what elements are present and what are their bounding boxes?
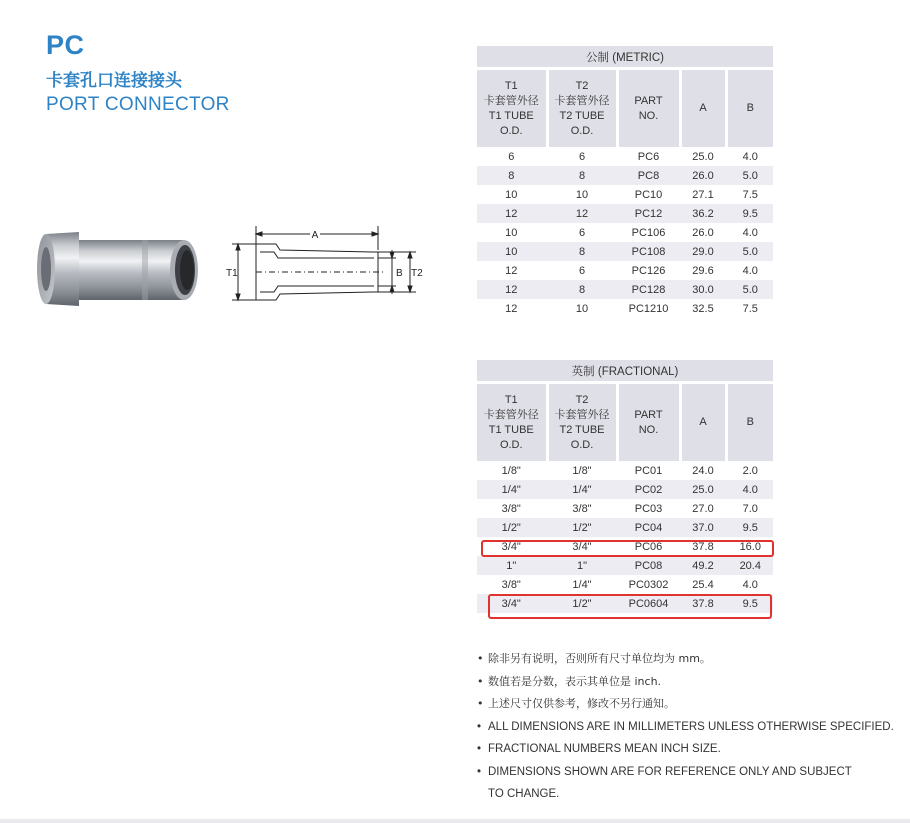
cell-a: 27.1 bbox=[692, 188, 714, 201]
cell-t1: 10 bbox=[505, 188, 518, 201]
cell-t1: 10 bbox=[505, 226, 518, 239]
cell-part: PC108 bbox=[617, 242, 680, 261]
cell-t1: 12 bbox=[505, 264, 518, 277]
table-row bbox=[477, 185, 773, 204]
cell-part: PC08 bbox=[617, 556, 680, 575]
table-row bbox=[477, 242, 773, 261]
cell-t2: 3/8" bbox=[572, 502, 592, 515]
metric-header-row bbox=[477, 69, 773, 148]
cell-part: PC10 bbox=[634, 188, 663, 201]
metric-table bbox=[477, 46, 773, 318]
cell-b: 16.0 bbox=[739, 540, 761, 553]
note-item: • DIMENSIONS SHOWN ARE FOR REFERENCE ONLY AND SUBJECT TO CHANGE. bbox=[477, 765, 852, 800]
table-row bbox=[477, 280, 773, 299]
cell-t2: 10 bbox=[575, 302, 589, 315]
cell-a: 29.0 bbox=[680, 242, 726, 261]
table-row bbox=[477, 461, 773, 480]
cell-part: PC12 bbox=[617, 204, 680, 223]
cell-b: 5.0 bbox=[726, 166, 773, 185]
cell-t2: 1/4" bbox=[547, 480, 617, 499]
dim-label-t1: T1 bbox=[226, 268, 238, 279]
note-item: • 上述尺寸仅供参考，修改不另行通知。 bbox=[477, 697, 675, 710]
highlight-pc06-row bbox=[481, 540, 774, 557]
cell-part: PC06 bbox=[634, 540, 663, 553]
cell-a: 29.6 bbox=[692, 264, 714, 277]
table-row bbox=[477, 147, 773, 166]
cell-part: PC02 bbox=[617, 480, 680, 499]
cell-t2: 1/4" bbox=[572, 578, 592, 591]
cell-t2: 12 bbox=[547, 204, 617, 223]
col-part-no: PART NO. bbox=[617, 383, 680, 462]
col-b: B bbox=[726, 383, 773, 462]
cell-part: PC8 bbox=[617, 166, 680, 185]
product-title-cn: 卡套孔口连接接头 bbox=[46, 71, 182, 91]
bullet-icon: • bbox=[477, 697, 484, 710]
table-row bbox=[477, 518, 773, 537]
note-item: • FRACTIONAL NUMBERS MEAN INCH SIZE. bbox=[477, 743, 721, 755]
cell-t1: 10 bbox=[477, 242, 547, 261]
cell-b: 9.5 bbox=[726, 204, 773, 223]
cell-part: PC128 bbox=[617, 280, 680, 299]
cell-t2: 6 bbox=[578, 150, 586, 163]
cell-t2: 8 bbox=[547, 166, 617, 185]
product-title-en: PORT CONNECTOR bbox=[46, 94, 230, 115]
dim-label-b: B bbox=[396, 268, 403, 279]
cell-t1: 12 bbox=[505, 302, 518, 315]
cell-t1: 1" bbox=[477, 556, 547, 575]
cell-a: 36.2 bbox=[680, 204, 726, 223]
col-b: B bbox=[726, 69, 773, 148]
fractional-table bbox=[477, 360, 773, 613]
cell-t2: 10 bbox=[575, 188, 589, 201]
table-row bbox=[477, 480, 773, 499]
dim-label-a: A bbox=[311, 230, 319, 241]
table-row bbox=[477, 223, 773, 242]
cell-t2: 1/2" bbox=[547, 518, 617, 537]
cell-b: 9.5 bbox=[726, 594, 773, 613]
cell-a: 25.4 bbox=[692, 578, 714, 591]
table-row bbox=[477, 556, 773, 575]
cell-a: 30.0 bbox=[680, 280, 726, 299]
cell-t1: 3/4" bbox=[501, 540, 521, 553]
cell-t2: 6 bbox=[578, 264, 586, 277]
cell-t1: 1/4" bbox=[477, 480, 547, 499]
bullet-icon: • bbox=[477, 674, 484, 688]
cell-t2: 8 bbox=[547, 242, 617, 261]
cell-t1: 8 bbox=[477, 166, 547, 185]
note-item: • 数值若是分数，表示其单位是 inch. bbox=[477, 674, 662, 688]
highlight-pc0604-row bbox=[488, 594, 772, 619]
cell-t2: 8 bbox=[547, 280, 617, 299]
cell-t1: 12 bbox=[477, 280, 547, 299]
notes-list bbox=[477, 652, 894, 800]
cell-a: 37.8 bbox=[692, 540, 714, 553]
col-part-no: PART NO. bbox=[617, 69, 680, 148]
dim-label-t2: T2 bbox=[411, 268, 423, 279]
bullet-icon: • bbox=[477, 720, 482, 733]
col-t2: T2 卡套管外径 T2 TUBE O.D. bbox=[547, 69, 617, 148]
cell-b: 5.0 bbox=[726, 280, 773, 299]
product-photo bbox=[34, 228, 206, 310]
dimension-drawing bbox=[224, 222, 424, 308]
table-row bbox=[477, 261, 773, 280]
fractional-caption: 英制 (FRACTIONAL) bbox=[477, 360, 773, 383]
col-t2: T2 卡套管外径 T2 TUBE O.D. bbox=[547, 383, 617, 462]
table-row bbox=[477, 499, 773, 518]
cell-t2: 3/4" bbox=[572, 540, 592, 553]
cell-b: 5.0 bbox=[726, 242, 773, 261]
cell-t2: 1/8" bbox=[572, 464, 592, 477]
cell-t1: 12 bbox=[477, 204, 547, 223]
bullet-icon: • bbox=[477, 765, 482, 778]
cell-a: 26.0 bbox=[680, 166, 726, 185]
cell-t1: 1/8" bbox=[501, 464, 521, 477]
cell-b: 4.0 bbox=[742, 578, 758, 591]
table-row bbox=[477, 166, 773, 185]
cell-a: 24.0 bbox=[692, 464, 714, 477]
cell-b: 20.4 bbox=[726, 556, 773, 575]
cell-part: PC1210 bbox=[628, 302, 669, 315]
cell-t2: 1/2" bbox=[547, 594, 617, 613]
cell-part: PC04 bbox=[617, 518, 680, 537]
cell-b: 4.0 bbox=[726, 480, 773, 499]
cell-a: 32.5 bbox=[692, 302, 714, 315]
col-a: A bbox=[680, 383, 726, 462]
bullet-icon: • bbox=[477, 652, 484, 665]
cell-a: 26.0 bbox=[692, 226, 714, 239]
cell-t2: 6 bbox=[578, 226, 586, 239]
fractional-header-row bbox=[477, 383, 773, 462]
product-code: PC bbox=[46, 30, 85, 60]
cell-t1: 1/2" bbox=[477, 518, 547, 537]
cell-b: 7.5 bbox=[742, 302, 758, 315]
cell-part: PC01 bbox=[634, 464, 663, 477]
cell-part: PC106 bbox=[631, 226, 666, 239]
col-t1: T1 卡套管外径 T1 TUBE O.D. bbox=[477, 69, 547, 148]
cell-a: 25.0 bbox=[680, 480, 726, 499]
cell-part: PC6 bbox=[637, 150, 660, 163]
cell-b: 4.0 bbox=[742, 264, 758, 277]
cell-a: 37.0 bbox=[680, 518, 726, 537]
table-row bbox=[477, 299, 773, 318]
cell-t1: 3/4" bbox=[477, 594, 547, 613]
note-item: • 除非另有说明，否则所有尺寸单位均为 mm。 bbox=[477, 652, 711, 665]
cell-t1: 3/8" bbox=[501, 502, 521, 515]
cell-b: 9.5 bbox=[726, 518, 773, 537]
cell-b: 4.0 bbox=[742, 226, 758, 239]
cell-b: 7.0 bbox=[742, 502, 758, 515]
cell-part: PC0604 bbox=[617, 594, 680, 613]
cell-b: 4.0 bbox=[742, 150, 758, 163]
cell-b: 2.0 bbox=[742, 464, 758, 477]
cell-part: PC126 bbox=[631, 264, 666, 277]
bullet-icon: • bbox=[477, 743, 482, 755]
table-row bbox=[477, 575, 773, 594]
cell-t2: 1" bbox=[547, 556, 617, 575]
table-row bbox=[477, 204, 773, 223]
cell-t1: 6 bbox=[508, 150, 515, 163]
cell-t1: 3/8" bbox=[501, 578, 521, 591]
note-item: • ALL DIMENSIONS ARE IN MILLIMETERS UNLESS OTHERWISE SPECIFIED. bbox=[477, 720, 894, 733]
cell-a: 37.8 bbox=[680, 594, 726, 613]
cell-a: 49.2 bbox=[680, 556, 726, 575]
cell-b: 7.5 bbox=[742, 188, 758, 201]
cell-a: 25.0 bbox=[692, 150, 714, 163]
page-footer-bar bbox=[0, 819, 910, 823]
col-t1: T1 卡套管外径 T1 TUBE O.D. bbox=[477, 383, 547, 462]
metric-caption: 公制 (METRIC) bbox=[477, 46, 773, 69]
cell-part: PC0302 bbox=[628, 578, 669, 591]
cell-a: 27.0 bbox=[692, 502, 714, 515]
col-a: A bbox=[680, 69, 726, 148]
cell-part: PC03 bbox=[634, 502, 663, 515]
